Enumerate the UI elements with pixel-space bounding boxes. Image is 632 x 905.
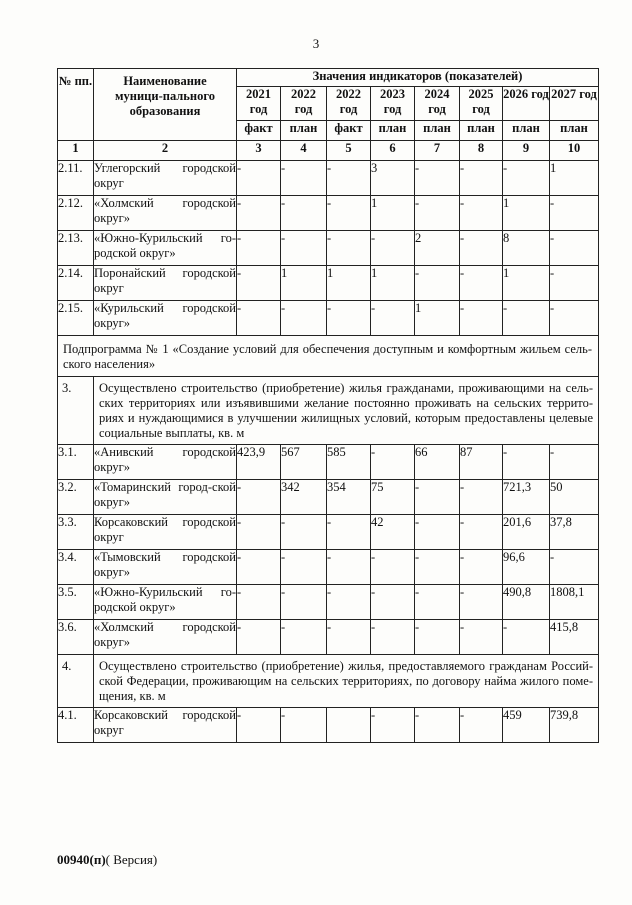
indicator-value: - <box>550 445 599 480</box>
row-number: 2.11. <box>58 161 94 196</box>
indicator-value: - <box>327 231 371 266</box>
indicator-value: - <box>460 161 503 196</box>
indicator-value: 50 <box>550 480 599 515</box>
indicator-value: - <box>415 196 460 231</box>
indicator-value: - <box>550 301 599 336</box>
indicator-value: - <box>371 708 415 743</box>
indicator-value: 2 <box>415 231 460 266</box>
indicator-value: 201,6 <box>503 515 550 550</box>
municipality-name: «Томаринский город-ской округ» <box>94 480 237 515</box>
indicator-value: - <box>371 620 415 655</box>
footer-document-code <box>57 852 157 868</box>
indicator-value: - <box>237 301 281 336</box>
indicator-value: - <box>237 480 281 515</box>
row-number: 4.1. <box>58 708 94 743</box>
municipality-name: «Тымовский городской округ» <box>94 550 237 585</box>
indicator-value: - <box>415 515 460 550</box>
indicator-value: - <box>237 161 281 196</box>
column-number-4: 4 <box>281 141 327 161</box>
indicator-value: - <box>237 266 281 301</box>
municipality-name: «Холмский городской округ» <box>94 620 237 655</box>
column-numbers-row <box>58 141 599 161</box>
row-number: 2.15. <box>58 301 94 336</box>
indicator-value: 1 <box>281 266 327 301</box>
table-row <box>58 161 599 196</box>
indicator-value: - <box>237 231 281 266</box>
municipality-name: «Холмский городской округ» <box>94 196 237 231</box>
header-year-3: 2021 год <box>237 87 281 121</box>
indicator-value: - <box>371 550 415 585</box>
indicator-value: - <box>550 196 599 231</box>
indicator-value: - <box>460 620 503 655</box>
column-number-9: 9 <box>503 141 550 161</box>
indicator-value: - <box>415 480 460 515</box>
item-number: 4. <box>58 655 94 708</box>
indicator-value: - <box>460 550 503 585</box>
header-year-10: 2027 год <box>550 87 599 121</box>
municipality-name: «Анивский городской округ» <box>94 445 237 480</box>
header-year-5: 2022 год <box>327 87 371 121</box>
column-number-3: 3 <box>237 141 281 161</box>
indicator-value: 567 <box>281 445 327 480</box>
indicators-table <box>57 68 599 743</box>
indicator-value: - <box>503 620 550 655</box>
indicator-value: - <box>460 480 503 515</box>
indicator-value: 415,8 <box>550 620 599 655</box>
indicator-value: - <box>415 266 460 301</box>
indicator-value: 42 <box>371 515 415 550</box>
indicator-value: - <box>550 231 599 266</box>
indicator-value: - <box>237 196 281 231</box>
indicator-value: 75 <box>371 480 415 515</box>
municipality-name: Поронайский городской округ <box>94 266 237 301</box>
indicator-value: 66 <box>415 445 460 480</box>
header-year-9: 2026 год <box>503 87 550 121</box>
indicator-value: - <box>460 708 503 743</box>
header-col-num: № пп. <box>58 69 94 141</box>
header-kind-9: план <box>503 121 550 141</box>
indicator-value: 342 <box>281 480 327 515</box>
indicator-value: - <box>460 266 503 301</box>
table-row <box>58 480 599 515</box>
indicator-value: - <box>237 515 281 550</box>
item-description: Осуществлено строительство (приобретение) жилья гражданами, проживающими на сель-ских территориях или изъявившими желание постоянно проживать на сельских террито-риях и нуждающимися в улучшении жилищных условий, которым предоставлены целевые социальные выплаты, кв. м <box>94 377 599 445</box>
municipality-name: «Курильский городской округ» <box>94 301 237 336</box>
table-row <box>58 196 599 231</box>
table-row <box>58 266 599 301</box>
indicator-value: - <box>415 620 460 655</box>
indicator-value: 1 <box>503 266 550 301</box>
indicator-value: - <box>415 550 460 585</box>
indicator-value: - <box>371 445 415 480</box>
header-kind-4: план <box>281 121 327 141</box>
indicator-value <box>327 708 371 743</box>
indicator-value: - <box>550 550 599 585</box>
indicator-value: 423,9 <box>237 445 281 480</box>
header-col-values: Значения индикаторов (показателей) <box>237 69 599 87</box>
indicator-value: 1808,1 <box>550 585 599 620</box>
row-number: 2.12. <box>58 196 94 231</box>
indicator-value: 87 <box>460 445 503 480</box>
indicator-value: - <box>460 196 503 231</box>
indicator-value: - <box>371 231 415 266</box>
indicator-value: 1 <box>371 196 415 231</box>
municipality-name: Корсаковский городской округ <box>94 708 237 743</box>
column-number-7: 7 <box>415 141 460 161</box>
item-number: 3. <box>58 377 94 445</box>
table-row <box>58 550 599 585</box>
indicator-value: - <box>550 266 599 301</box>
municipality-name: Корсаковский городской округ <box>94 515 237 550</box>
footer-version: ( Версия) <box>105 852 158 867</box>
municipality-name: Углегорский городской округ <box>94 161 237 196</box>
indicator-value: 490,8 <box>503 585 550 620</box>
table-row <box>58 620 599 655</box>
indicator-value: - <box>327 196 371 231</box>
table-row <box>58 708 599 743</box>
indicator-value: - <box>503 445 550 480</box>
indicator-value: 459 <box>503 708 550 743</box>
indicator-value: 354 <box>327 480 371 515</box>
indicator-value: 585 <box>327 445 371 480</box>
municipality-name: «Южно-Курильский го-родской округ» <box>94 585 237 620</box>
indicator-value: - <box>327 550 371 585</box>
header-col-name: Наименование муници-пального образования <box>94 69 237 141</box>
indicator-value: - <box>371 301 415 336</box>
indicator-value: - <box>237 550 281 585</box>
indicator-value: - <box>281 708 327 743</box>
indicator-value: - <box>281 550 327 585</box>
column-number-5: 5 <box>327 141 371 161</box>
item-description-row <box>58 655 599 708</box>
row-number: 3.4. <box>58 550 94 585</box>
indicator-value: - <box>327 161 371 196</box>
header-year-4: 2022 год <box>281 87 327 121</box>
indicator-value: - <box>415 585 460 620</box>
indicator-value: - <box>327 515 371 550</box>
indicator-value: 721,3 <box>503 480 550 515</box>
header-kind-8: план <box>460 121 503 141</box>
row-number: 3.6. <box>58 620 94 655</box>
indicator-value: - <box>503 301 550 336</box>
column-number-2: 2 <box>94 141 237 161</box>
indicator-value: 96,6 <box>503 550 550 585</box>
indicator-value: - <box>281 161 327 196</box>
indicator-value: - <box>281 585 327 620</box>
table-row <box>58 585 599 620</box>
indicator-value: - <box>327 301 371 336</box>
indicator-value: - <box>237 708 281 743</box>
indicator-value: - <box>371 585 415 620</box>
header-kind-5: факт <box>327 121 371 141</box>
row-number: 2.14. <box>58 266 94 301</box>
header-year-7: 2024 год <box>415 87 460 121</box>
page-number: 3 <box>312 36 320 51</box>
header-year-6: 2023 год <box>371 87 415 121</box>
column-number-8: 8 <box>460 141 503 161</box>
indicator-value: 1 <box>327 266 371 301</box>
header-kind-6: план <box>371 121 415 141</box>
footer-code: 00940(п) <box>57 852 106 867</box>
row-number: 3.3. <box>58 515 94 550</box>
indicator-value: - <box>460 585 503 620</box>
row-number: 3.2. <box>58 480 94 515</box>
indicator-value: - <box>460 231 503 266</box>
indicator-value: - <box>415 161 460 196</box>
header-kind-3: факт <box>237 121 281 141</box>
table-row <box>58 301 599 336</box>
indicator-value: 37,8 <box>550 515 599 550</box>
indicator-value: 739,8 <box>550 708 599 743</box>
indicator-value: - <box>503 161 550 196</box>
indicator-value: - <box>460 515 503 550</box>
indicator-value: 1 <box>550 161 599 196</box>
indicator-value: - <box>281 301 327 336</box>
table-row <box>58 515 599 550</box>
item-description-row <box>58 377 599 445</box>
indicator-value: 8 <box>503 231 550 266</box>
indicator-value: - <box>327 585 371 620</box>
indicator-value: - <box>281 231 327 266</box>
indicator-value: - <box>327 620 371 655</box>
indicator-value: - <box>281 515 327 550</box>
indicator-value: - <box>460 301 503 336</box>
column-number-6: 6 <box>371 141 415 161</box>
column-number-1: 1 <box>58 141 94 161</box>
indicator-value: - <box>237 585 281 620</box>
subprogram-row <box>58 336 599 377</box>
indicator-value: - <box>281 620 327 655</box>
row-number: 2.13. <box>58 231 94 266</box>
row-number: 3.1. <box>58 445 94 480</box>
subprogram-title: Подпрограмма № 1 «Создание условий для обеспечения доступным и комфортным жильем сель-ского населения» <box>58 336 599 377</box>
indicator-value: - <box>237 620 281 655</box>
indicator-value: - <box>281 196 327 231</box>
table-row <box>58 231 599 266</box>
indicator-value: 3 <box>371 161 415 196</box>
column-number-10: 10 <box>550 141 599 161</box>
indicator-value: 1 <box>371 266 415 301</box>
row-number: 3.5. <box>58 585 94 620</box>
indicator-value: 1 <box>503 196 550 231</box>
municipality-name: «Южно-Курильский го-родской округ» <box>94 231 237 266</box>
indicator-value: 1 <box>415 301 460 336</box>
header-year-8: 2025 год <box>460 87 503 121</box>
item-description: Осуществлено строительство (приобретение) жилья, предоставляемого гражданам Россий-ской Федерации, проживающим на сельских территориях, по договору найма жилого поме-щения, кв. м <box>94 655 599 708</box>
header-kind-7: план <box>415 121 460 141</box>
table-row <box>58 445 599 480</box>
header-kind-10: план <box>550 121 599 141</box>
indicator-value: - <box>415 708 460 743</box>
